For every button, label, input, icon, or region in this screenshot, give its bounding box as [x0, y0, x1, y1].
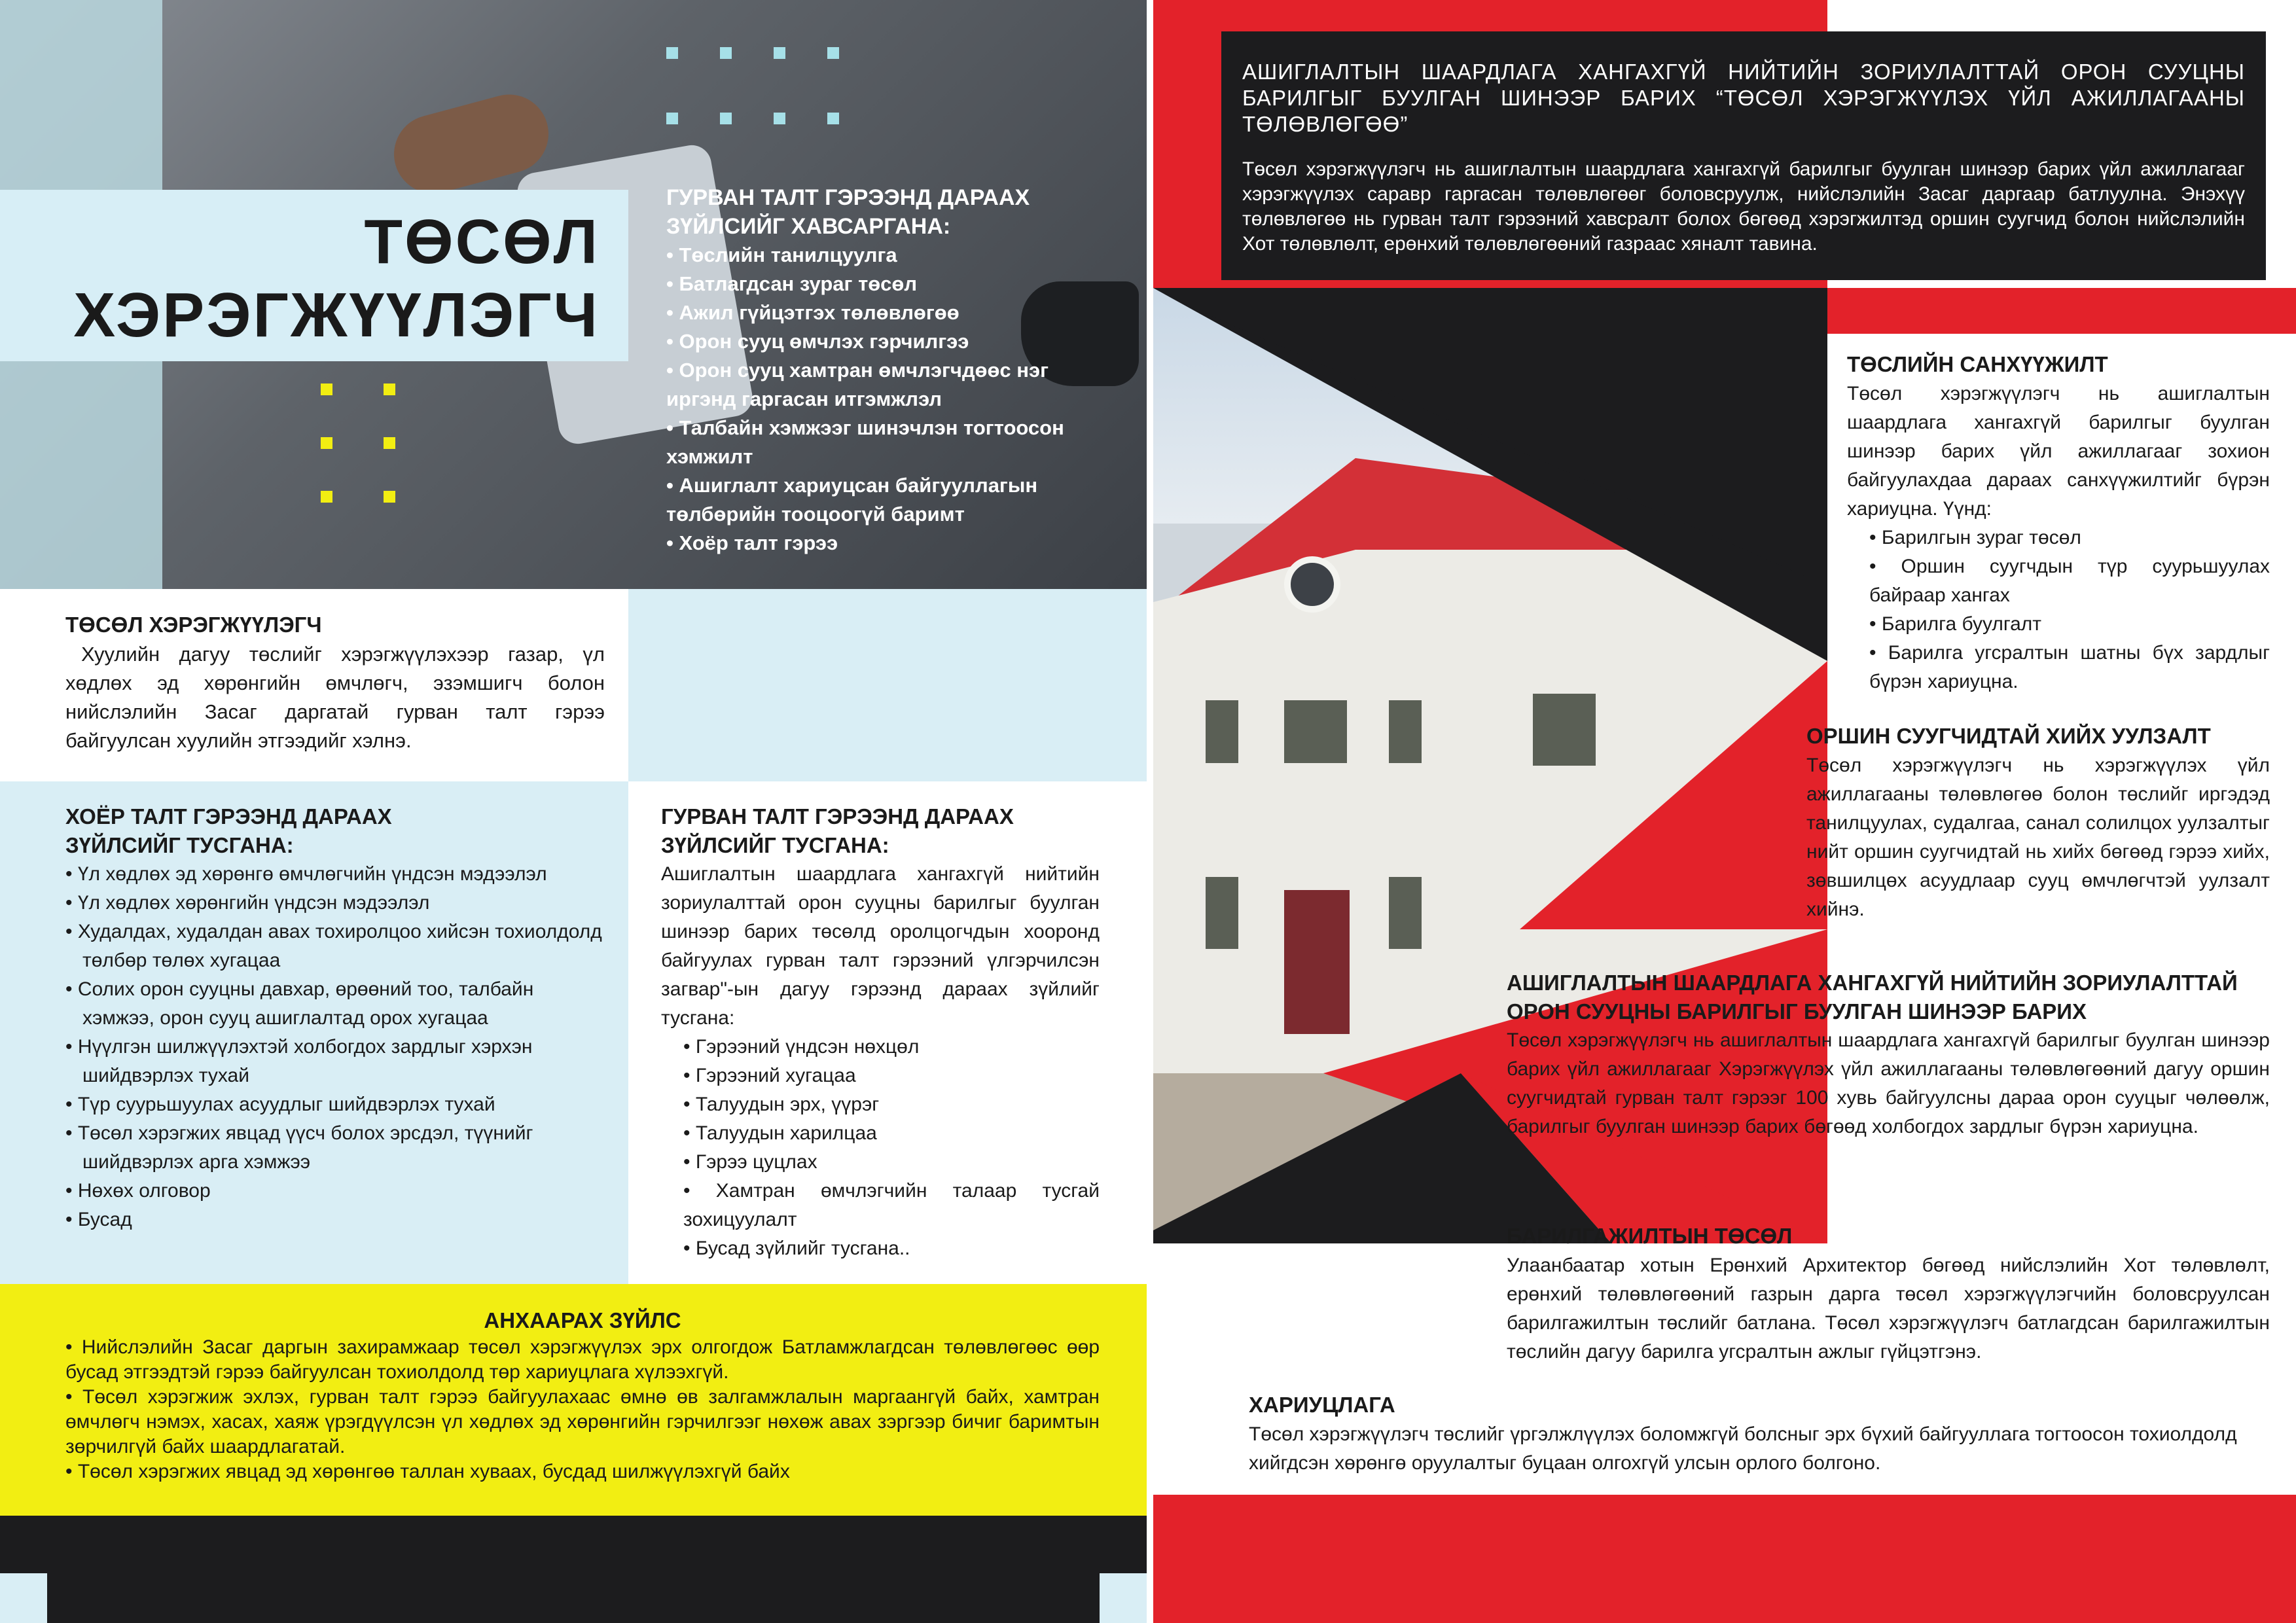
demolish-text: Төсөл хэрэгжүүлэгч нь ашиглалтын шаардлага хангахгүй барилгыг буулган шинээр барих үйл ажиллагааг Хэрэгжүүлэх үйл ажиллагааны төлөвлөгөөний дагуу оршин суугчидтай гурван талт гэрээг 100 хувь байгуулсны дараа орон сууцыг чөлөөлж, барилгыг буулган шинээр барих бөгөөд холбогдох зардлыг бүрэн хариуцна. [1507, 1029, 2270, 1137]
list-item: • Гэрээний хугацаа [683, 1065, 856, 1086]
three-party-section [661, 802, 1100, 1263]
three-party-heading-2: ЗҮЙЛСИЙГ ТУСГАНА: [661, 833, 889, 857]
finance-heading: ТӨСЛИЙН САНХҮҮЖИЛТ [1847, 352, 2108, 376]
list-item: • Гэрээний үндсэн нөхцөл [683, 1036, 920, 1058]
list-item: • Үл хөдлөх эд хөрөнгө өмчлөгчийн үндсэн мэдээлэл [65, 860, 609, 889]
deco-square [774, 113, 785, 124]
list-item: • Түр суурьшуулах асуудлыг шийдвэрлэх тухай [65, 1090, 609, 1119]
deco-square [321, 491, 332, 503]
light-panel [628, 589, 1147, 781]
list-item: • Барилга буулгалт [1869, 613, 2042, 635]
residents-text: Төсөл хэрэгжүүлэгч нь хэрэгжүүлэх үйл ажиллагааны төлөвлөгөө болон төслийг иргэдэд танилцуулах, судалгаа, санал солилцох уулзалтыг нийт оршин суугчидтай нь хийх бөгөөд гэрээ хийх, зөвшилцөх асуудлаар сууц өмчлөгчтэй уулзалт хийнэ. [1806, 755, 2270, 920]
hero-title-line-2: ХЭРЭГЖҮҮЛЭГЧ [73, 280, 600, 350]
deco-square [666, 47, 678, 59]
list-item: • Барилгын зураг төсөл [1869, 527, 2081, 548]
list-item: • Төсөл хэрэгжиж эхлэх, гурван талт гэрээ байгуулахаас өмнө өв залгамжлалын маргаангүй байх, хамтран өмчлөгч нэмэх, хасах, хаяж үрэгдүүлсэн үл хөдлөх эд хөрөнгийн гэрчилгээг нөхөж авах зэргээр бичиг баримтын зөрчилгүй байх шаардлагатай. [65, 1385, 1100, 1459]
bottom-corner-right [1100, 1573, 1147, 1623]
list-item: • Төслийн танилцуулга [666, 241, 1111, 270]
three-party-list [661, 1033, 1100, 1263]
list-item: • Ашиглалт хариуцсан байгууллагын төлбөрийн тооцоогүй баримт [666, 471, 1111, 529]
bottom-corner-left [0, 1573, 47, 1623]
hero-title-box [0, 190, 628, 361]
two-party-section [65, 802, 609, 1234]
construction-heading: БАРИЛГАЖИЛТЫН ТӨСӨЛ [1507, 1224, 1793, 1248]
construction-text: Улаанбаатар хотын Ерөнхий Архитектор бөгөөд нийслэлийн Хот төлөвлөлт, ерөнхий төлөвлөгөөний газрын дарга төсөл хэрэгжүүлэгчийн боловсруулсан барилгажилтын төслийг батлана. Төсөл хэрэгжүүлэгч батлагдсан барилгажилтын төслийн дагуу барилга угсралтын ажлыг гүйцэтгэнэ. [1507, 1255, 2270, 1363]
implementer-heading: ТӨСӨЛ ХЭРЭГЖҮҮЛЭГЧ [65, 613, 322, 637]
list-item: • Солих орон сууцны давхар, өрөөний тоо, талбайн хэмжээ, орон сууц ашиглалтад орох хугацаа [65, 975, 609, 1033]
list-item: • Төсөл хэрэгжих явцад эд хөрөнгөө таллан хуваах, бусдад шилжүүлэхгүй байх [65, 1459, 1100, 1484]
finance-list [1847, 524, 2270, 696]
notes-heading: АНХААРАХ ЗҮЙЛС [484, 1308, 681, 1332]
list-item: • Талбайн хэмжээг шинэчлэн тогтоосон хэмжилт [666, 414, 1111, 471]
deco-square [827, 113, 839, 124]
deco-square [774, 47, 785, 59]
left-page [0, 0, 1147, 1623]
two-party-heading-2: ЗҮЙЛСИЙГ ТУСГАНА: [65, 833, 294, 857]
deco-square [384, 437, 395, 449]
list-item: • Бусад [65, 1205, 609, 1234]
deco-square [827, 47, 839, 59]
list-item: • Талуудын эрх, үүрэг [683, 1094, 880, 1115]
responsibility-text: Төсөл хэрэгжүүлэгч төслийг үргэлжлүүлэх боломжгүй болсныг эрх бүхий байгууллага тогтоосон тохиолдолд хийгдсэн хөрөнгө оруулалтыг буцаан олгохгүй улсын орлого болгоно. [1249, 1423, 2237, 1474]
list-item: • Бусад зүйлийг тусгана.. [683, 1238, 910, 1259]
list-item: • Хоёр талт гэрээ [666, 529, 1111, 558]
hero-title-line-1: ТӨСӨЛ [364, 207, 600, 277]
top-heading: АШИГЛАЛТЫН ШААРДЛАГА ХАНГАХГҮЙ НИЙТИЙН ЗОРИУЛАЛТТАЙ ОРОН СУУЦНЫ БАРИЛГЫГ БУУЛГАН ШИНЭЭР БАРИХ “ТӨСӨЛ ХЭРЭГЖҮҮЛЭХ ҮЙЛ АЖИЛЛАГААНЫ ТӨЛӨВЛӨГӨӨ” [1242, 60, 2245, 136]
dark-triangle-upper [1193, 308, 1804, 576]
deco-square [666, 113, 678, 124]
responsibility-heading: ХАРИУЦЛАГА [1249, 1393, 1395, 1417]
residents-section [1806, 721, 2270, 924]
deco-square [384, 491, 395, 503]
list-item: • Орон сууц хамтран өмчлэгчдөөс нэг иргэнд гаргасан итгэмжлэл [666, 356, 1111, 414]
list-item: • Орон сууц өмчлэх гэрчилгээ [666, 327, 1111, 356]
list-item: • Худалдах, худалдан авах тохиролцоо хийсэн тохиолдолд төлбөр төлөх хугацаа [65, 918, 609, 975]
responsibility-section [1249, 1390, 2270, 1478]
list-item: • Үл хөдлөх хөрөнгийн үндсэн мэдээлэл [65, 889, 609, 918]
attachments-section [666, 183, 1111, 558]
deco-square [321, 383, 332, 395]
finance-text: Төсөл хэрэгжүүлэгч нь ашиглалтын шаардлага хангахгүй барилгыг буулган шинээр барих үйл ажиллагааг зохион байгуулахдаа дараах санхүүжилтийг бүрэн хариуцна. Үүнд: [1847, 383, 2270, 520]
implementer-section [65, 610, 605, 755]
notes-list [65, 1335, 1100, 1484]
attachments-heading-2: ЗҮЙЛСИЙГ ХАВСАРГАНА: [666, 214, 951, 239]
page-gutter [1147, 0, 1153, 1623]
list-item: • Нийслэлийн Засаг даргын захирамжаар төсөл хэрэгжүүлэх эрх олгогдож Батламжлагдсан төлөвлөгөөс өөр бусад этгээдтэй гэрээ байгуулсан тохиолдолд төр хариуцлага хүлээхгүй. [65, 1335, 1100, 1385]
three-party-heading-1: ГУРВАН ТАЛТ ГЭРЭЭНД ДАРААХ [661, 804, 1014, 829]
two-party-list [65, 860, 609, 1234]
top-text: Төсөл хэрэгжүүлэгч нь ашиглалтын шаардлага хангахгүй барилгыг буулган шинээр барих үйл ажиллагааг хэрэгжүүлэх саравр гаргасан төлөвлөгөөг боловсруулж, нийслэлийн Засаг даргаар батлуулна. Энэхүү төлөвлөгөө нь гурван талт гэрээний хавсралт болох бөгөөд хэрэгжилтэд оршин суугчид болон нийслэлийн Хот төлөвлөлт, ерөнхий төлөвлөгөөний газраас хяналт тавина. [1242, 158, 2245, 255]
demolish-section [1507, 969, 2270, 1141]
bottom-band [0, 1516, 1147, 1623]
two-party-heading-1: ХОЁР ТАЛТ ГЭРЭЭНД ДАРААХ [65, 804, 392, 829]
list-item: • Хамтран өмчлэгчийн талаар тусгай зохицуулалт [683, 1180, 1100, 1230]
construction-section [1507, 1221, 2270, 1366]
list-item: • Төсөл хэрэгжих явцад үүсч болох эрсдэл, түүнийг шийдвэрлэх арга хэмжээ [65, 1119, 609, 1177]
finance-section [1847, 349, 2270, 696]
list-item: • Барилга угсралтын шатны бүх зардлыг бүрэн хариуцна. [1869, 642, 2270, 692]
red-triangle-mid [1520, 661, 1827, 929]
deco-square [321, 437, 332, 449]
list-item: • Нөхөх олговор [65, 1177, 609, 1205]
residents-heading: ОРШИН СУУГЧИДТАЙ ХИЙХ УУЛЗАЛТ [1806, 724, 2211, 748]
three-party-intro: Ашиглалтын шаардлага хангахгүй нийтийн зориулалттай орон сууцны барилгыг буулган шинээр барих төсөлд оролцогчдын хооронд байгуулах гурван талт гэрээний үлгэрчилсэн загвар"-ын дагуу гэрээнд дараах зүйлийг тусгана: [661, 863, 1100, 1029]
list-item: • Ажил гүйцэтгэх төлөвлөгөө [666, 298, 1111, 327]
attachments-heading-1: ГУРВАН ТАЛТ ГЭРЭЭНД ДАРААХ [666, 185, 1030, 210]
list-item: • Нүүлгэн шилжүүлэхтэй холбогдох зардлыг хэрхэн шийдвэрлэх тухай [65, 1033, 609, 1090]
implementer-text: Хуулийн дагуу төслийг хэрэгжүүлэхээр газар, үл хөдлөх эд хөрөнгийн өмчлөгч, эзэмшигч болон нийслэлийн Засаг даргатай гурван талт гэрээ байгуулсан хуулийн этгээдийг хэлнэ. [65, 643, 605, 752]
list-item: • Гэрээ цуцлах [683, 1151, 817, 1173]
red-bottom-band [1153, 1495, 2296, 1623]
red-strip-right [1827, 288, 2296, 334]
demolish-heading: АШИГЛАЛТЫН ШААРДЛАГА ХАНГАХГҮЙ НИЙТИЙН ЗОРИУЛАЛТТАЙ ОРОН СУУЦНЫ БАРИЛГЫГ БУУЛГАН ШИНЭЭР БАРИХ [1507, 971, 2238, 1024]
deco-square [384, 383, 395, 395]
deco-square [720, 47, 732, 59]
attachments-list [666, 241, 1111, 558]
notes-section [65, 1306, 1100, 1484]
top-dark-box [1221, 31, 2266, 280]
list-item: • Оршин суугчдын түр суурьшуулах байраар хангах [1869, 556, 2270, 606]
list-item: • Талуудын харилцаа [683, 1122, 877, 1144]
list-item: • Батлагдсан зураг төсөл [666, 270, 1111, 298]
deco-square [720, 113, 732, 124]
right-page [1153, 0, 2296, 1623]
